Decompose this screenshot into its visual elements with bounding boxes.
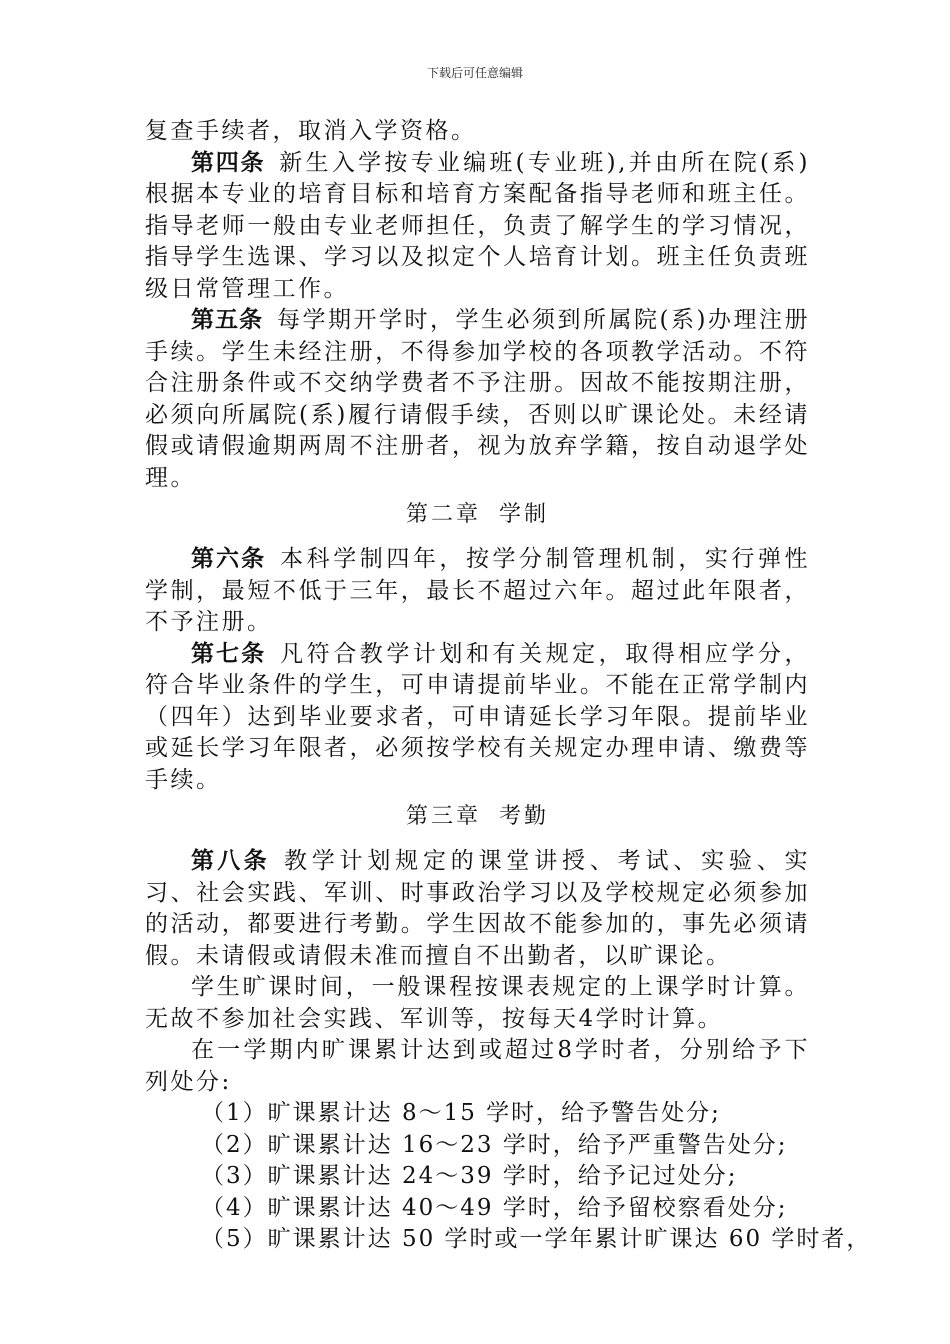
article-7-label: 第七条 <box>191 640 267 667</box>
page-header-note: 下载后可任意编辑 <box>426 66 523 80</box>
penalty-item-2: （2）旷课累计达 16～23 学时，给予严重警告处分; <box>201 1131 788 1158</box>
article-8-text: 教学计划规定的课堂讲授、考试、实验、实习、社会实践、军训、时事政治学习以及学校规定必须参加的活动，都要进行考勤。学生因故不能参加的，事先必须请假。未请假或请假未准而擅自不出勤者，以旷课论。 <box>145 848 811 969</box>
article-7 <box>145 639 810 797</box>
article-5-text: 每学期开学时，学生必须到所属院(系)办理注册手续。学生未经注册，不得参加学校的各项教学活动。不符合注册条件或不交纳学费者不予注册。因故不能按期注册，必须向所属院(系)履行请假手续，否则以旷课论处。未经请假或请假逾期两周不注册者，视为放弃学籍，按自动退学处理。 <box>145 307 811 491</box>
article-7-text: 凡符合教学计划和有关规定，取得相应学分，符合毕业条件的学生，可申请提前毕业。不能在正常学制内（四年）达到毕业要求者，可申请延长学习年限。提前毕业或延长学习年限者，必须按学校有关规定办理申请、缴费等手续。 <box>145 640 811 793</box>
chapter-3-number: 第三章 <box>405 804 481 829</box>
article-4 <box>145 148 810 306</box>
article-4-text: 新生入学按专业编班(专业班),并由所在院(系)根据本专业的培育目标和培育方案配备指导老师和班主任。指导老师一般由专业老师担任，负责了解学生的学习情况，指导学生选课、学习以及拟定个人培育计划。班主任负责班级日常管理工作。 <box>145 149 810 302</box>
article-8 <box>145 846 810 972</box>
penalty-item-5: （5）旷课累计达 50 学时或一学年累计旷课达 60 学时者， <box>201 1226 872 1252</box>
article-6 <box>145 544 810 639</box>
penalty-item-4: （4）旷课累计达 40～49 学时，给予留校察看处分; <box>201 1194 788 1221</box>
article-8-label: 第八条 <box>191 848 270 874</box>
article-4-label: 第四条 <box>191 149 266 176</box>
penalty-item-3: （3）旷课累计达 24～39 学时，给予记过处分; <box>201 1163 738 1189</box>
chapter-3-heading <box>145 802 810 832</box>
article-5-label: 第五条 <box>191 307 264 333</box>
chapter-2-number: 第二章 <box>405 502 481 527</box>
article-5 <box>145 305 810 494</box>
paragraph-absence-calculation: 学生旷课时间，一般课程按课表规定的上课学时计算。无故不参加社会实践、军训等，按每天4学时计算。 <box>145 974 810 1032</box>
article-6-text: 本科学制四年，按学分制管理机制，实行弹性学制，最短不低于三年，最长不超过六年。超过此年限者，不予注册。 <box>145 546 811 635</box>
paragraph-penalty-intro: 在一学期内旷课累计达到或超过8学时者，分别给予下列处分: <box>145 1037 810 1095</box>
paragraph-admission-end: 复查手续者，取消入学资格。 <box>145 118 477 144</box>
chapter-2-title: 学制 <box>499 502 550 527</box>
penalty-list <box>145 1098 872 1256</box>
document-body <box>145 116 872 1256</box>
chapter-2-heading <box>145 500 810 530</box>
article-6-label: 第六条 <box>191 546 267 572</box>
penalty-item-1: （1）旷课累计达 8～15 学时，给予警告处分; <box>201 1100 721 1126</box>
chapter-3-title: 考勤 <box>499 804 550 829</box>
